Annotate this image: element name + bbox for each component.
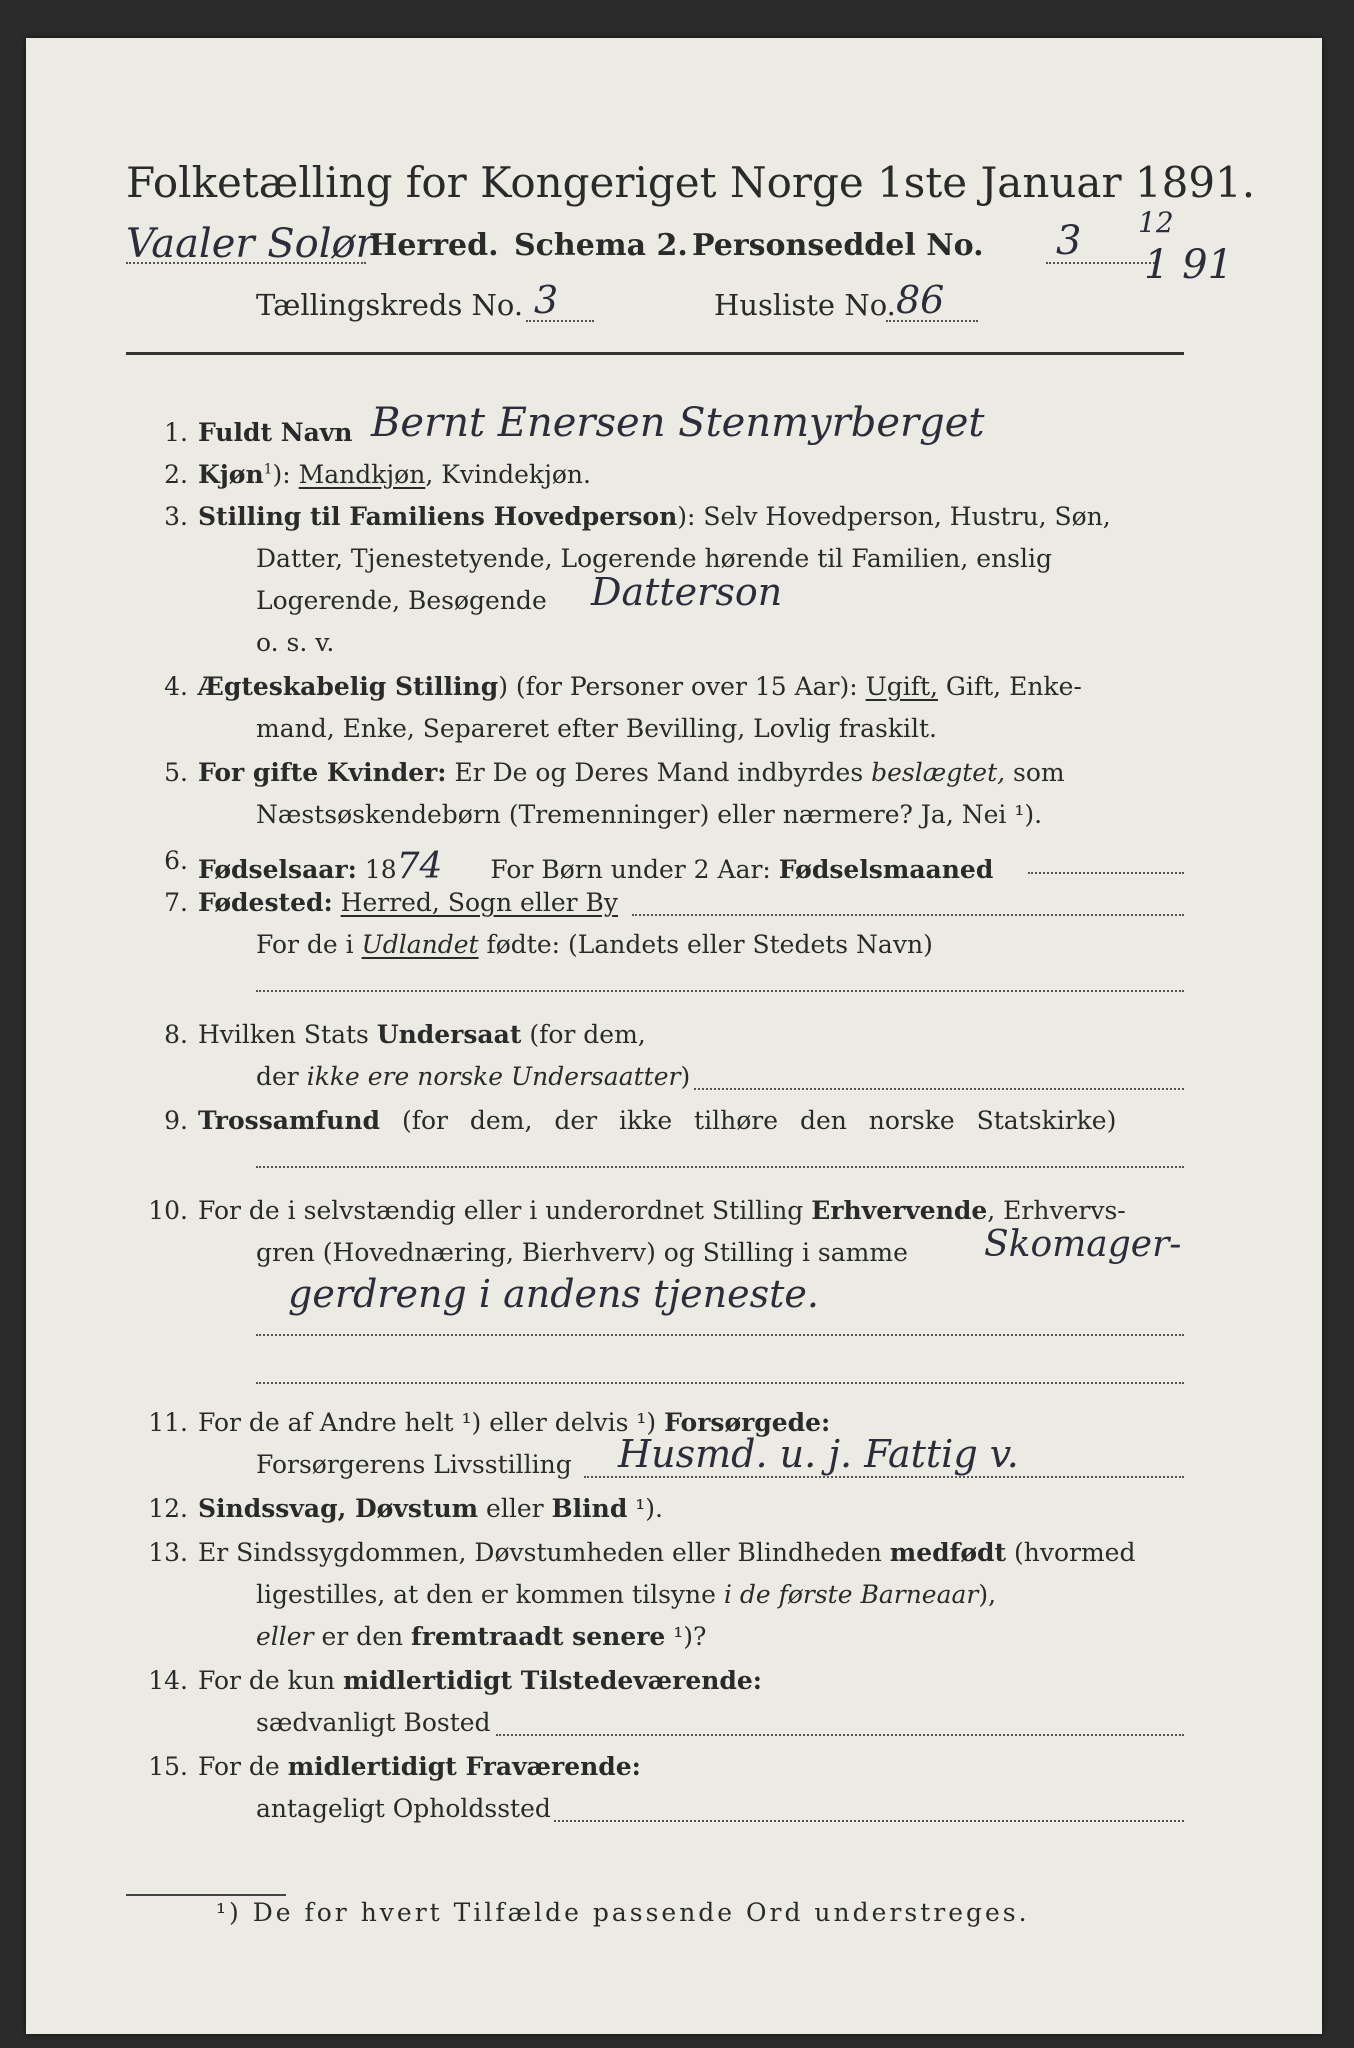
- taellingskreds-value: 3: [534, 278, 559, 322]
- q3-line1: Stilling til Familiens Hovedperson): Selv Hovedperson, Hustru, Søn,: [198, 502, 1111, 531]
- q8-line2: der ikke ere norske Undersaatter): [256, 1062, 691, 1091]
- q5-line1: For gifte Kvinder: Er De og Deres Mand indbyrdes beslægtet, som: [198, 758, 1065, 787]
- q1-label: Fuldt Navn: [198, 418, 353, 447]
- husliste-label: Husliste No.: [714, 288, 896, 322]
- q2-line: Kjøn$^1$): Mandkjøn, Kvindekjøn.: [198, 460, 591, 489]
- q3-value: Datterson: [591, 570, 783, 614]
- q13-line2: ligestilles, at den er kommen tilsyne i de første Barneaar),: [256, 1580, 997, 1609]
- q7-line1: Fødested: Herred, Sogn eller By: [198, 888, 619, 917]
- q10-line1: For de i selvstændig eller i underordnet Stilling Erhvervende, Erhvervs-: [198, 1196, 1126, 1225]
- q6-birth-year: 74: [396, 846, 443, 887]
- q4-selected-ugift: Ugift,: [865, 672, 938, 701]
- personseddel-value: 3: [1056, 218, 1082, 264]
- q3-line3: Logerende, Besøgende: [256, 586, 547, 615]
- q6-line: Fødselsaar: 1874 For Børn under 2 Aar: Fødselsmaaned: [198, 846, 994, 887]
- personseddel-label: Personseddel No.: [692, 228, 984, 263]
- q1-full-name: Bernt Enersen Stenmyrberget: [371, 400, 985, 446]
- q7-line2: For de i Udlandet fødte: (Landets eller Stedets Navn): [256, 930, 933, 959]
- q8-line1: Hvilken Stats Undersaat (for dem,: [198, 1020, 646, 1049]
- q10-line2: gren (Hovednæring, Bierhverv) og Stilling i samme: [256, 1238, 908, 1267]
- q15-line1: For de midlertidigt Fraværende:: [198, 1752, 641, 1781]
- herred-value: Vaaler Solør: [126, 221, 375, 267]
- footnote: ¹) De for hvert Tilfælde passende Ord understreges.: [216, 1898, 1030, 1927]
- q11-line1: For de af Andre helt ¹) eller delvis ¹) Forsørgede:: [198, 1408, 831, 1437]
- census-form-page: Folketælling for Kongeriget Norge 1ste Januar 1891. Vaaler Solør Herred. Schema 2. Personseddel No. 3 12 1 91 Tællingskreds No. 3 Husliste No. 86 1. Fuldt Navn Bernt Enersen Stenmyrberget 2. Kjøn$^1$): Mandkjøn, Kvindekjøn. 3. Stilling til Familiens Hovedperson): Selv Hovedperson, Hustru, Søn, Datter, Tjenestetyende, Logerende hørende til Familien, enslig Logerende, Besøgende Datterson o. s. v. 4. Ægteskabelig Stilling) (for Personer over 15 Aar): Ugift, Gift, Enke- mand, Enke, Separeret efter Bevilling, Lovlig fraskilt. 5. For gifte Kvinder: Er De og Deres Mand indbyrdes beslægtet, som Næstsøskendebørn (Tremenninger) eller nærmere? Ja, Nei ¹). 6. Fødselsaar: 1874 For Børn under 2 Aar: Fødselsmaaned 7. Fødested: Herred, Sogn eller By For de i Udlandet fødte: (Landets eller Stedets Navn) 8. Hvilken Stats Undersaat (for dem, der ikke ere norske Undersaatter) 9. Trossamfund (for dem, der ikke tilhøre den norske Statskirke) 10. For de i selvstændig eller i underordnet Stilling Erhvervende, Erhvervs- gren (Hovednæring, Bierhverv) og Stilling i samme Skomager- gerdreng i andens tjeneste. 11. For de af Andre helt ¹) eller delvis ¹) Forsørgede: Forsørgerens Livsstilling Husmd. u. j. Fattig v. 12. Sindssvag, Døvstum eller Blind ¹). 13. Er Sindssygdommen, Døvstumheden eller Blindheden medfødt (hvormed ligestilles, at den er kommen tilsyne i de første Barneaar), eller er den fremtraadt senere ¹)? 14. For de kun midlertidigt Tilstedeværende: sædvanligt Bosted 15. For de midlertidigt Fraværende: antageligt Opholdssted ¹) De for hvert Tilfælde passende Ord understreges.: [26, 38, 1322, 2034]
- q3-line2: Datter, Tjenestetyende, Logerende hørende til Familien, enslig: [256, 544, 1053, 573]
- q15-line2: antageligt Opholdssted: [256, 1794, 551, 1823]
- q10-value-2: gerdreng i andens tjeneste.: [288, 1272, 819, 1316]
- q12-line: Sindssvag, Døvstum eller Blind ¹).: [198, 1494, 663, 1523]
- q14-line1: For de kun midlertidigt Tilstedeværende:: [198, 1666, 763, 1695]
- schema-label: Schema 2.: [514, 228, 688, 263]
- q4-line2: mand, Enke, Separeret efter Bevilling, Lovlig fraskilt.: [256, 714, 937, 743]
- q11-value: Husmd. u. j. Fattig v.: [618, 1432, 1019, 1476]
- q11-line2: Forsørgerens Livsstilling: [256, 1450, 572, 1479]
- herred-label: Herred.: [369, 228, 499, 263]
- q2-selected-mandkjon: Mandkjøn: [298, 460, 426, 489]
- q10-value-1: Skomager-: [984, 1224, 1182, 1265]
- date-note-bottom: 1 91: [1144, 242, 1234, 288]
- q5-line2: Næstsøskendebørn (Tremenninger) eller nærmere? Ja, Nei ¹).: [256, 800, 1043, 829]
- q14-line2: sædvanligt Bosted: [256, 1708, 491, 1737]
- q3-line4: o. s. v.: [256, 628, 335, 657]
- q4-line1: Ægteskabelig Stilling) (for Personer over 15 Aar): Ugift, Gift, Enke-: [198, 672, 1082, 701]
- date-note-top: 12: [1138, 206, 1174, 239]
- q9-line1: Trossamfund (for dem, der ikke tilhøre den norske Statskirke): [198, 1106, 1117, 1135]
- q13-line3: eller er den fremtraadt senere ¹)?: [256, 1622, 707, 1651]
- taellingskreds-label: Tællingskreds No.: [256, 288, 524, 322]
- form-title: Folketælling for Kongeriget Norge 1ste Januar 1891.: [126, 158, 1256, 207]
- q13-line1: Er Sindssygdommen, Døvstumheden eller Blindheden medfødt (hvormed: [198, 1538, 1136, 1567]
- husliste-value: 86: [896, 278, 945, 322]
